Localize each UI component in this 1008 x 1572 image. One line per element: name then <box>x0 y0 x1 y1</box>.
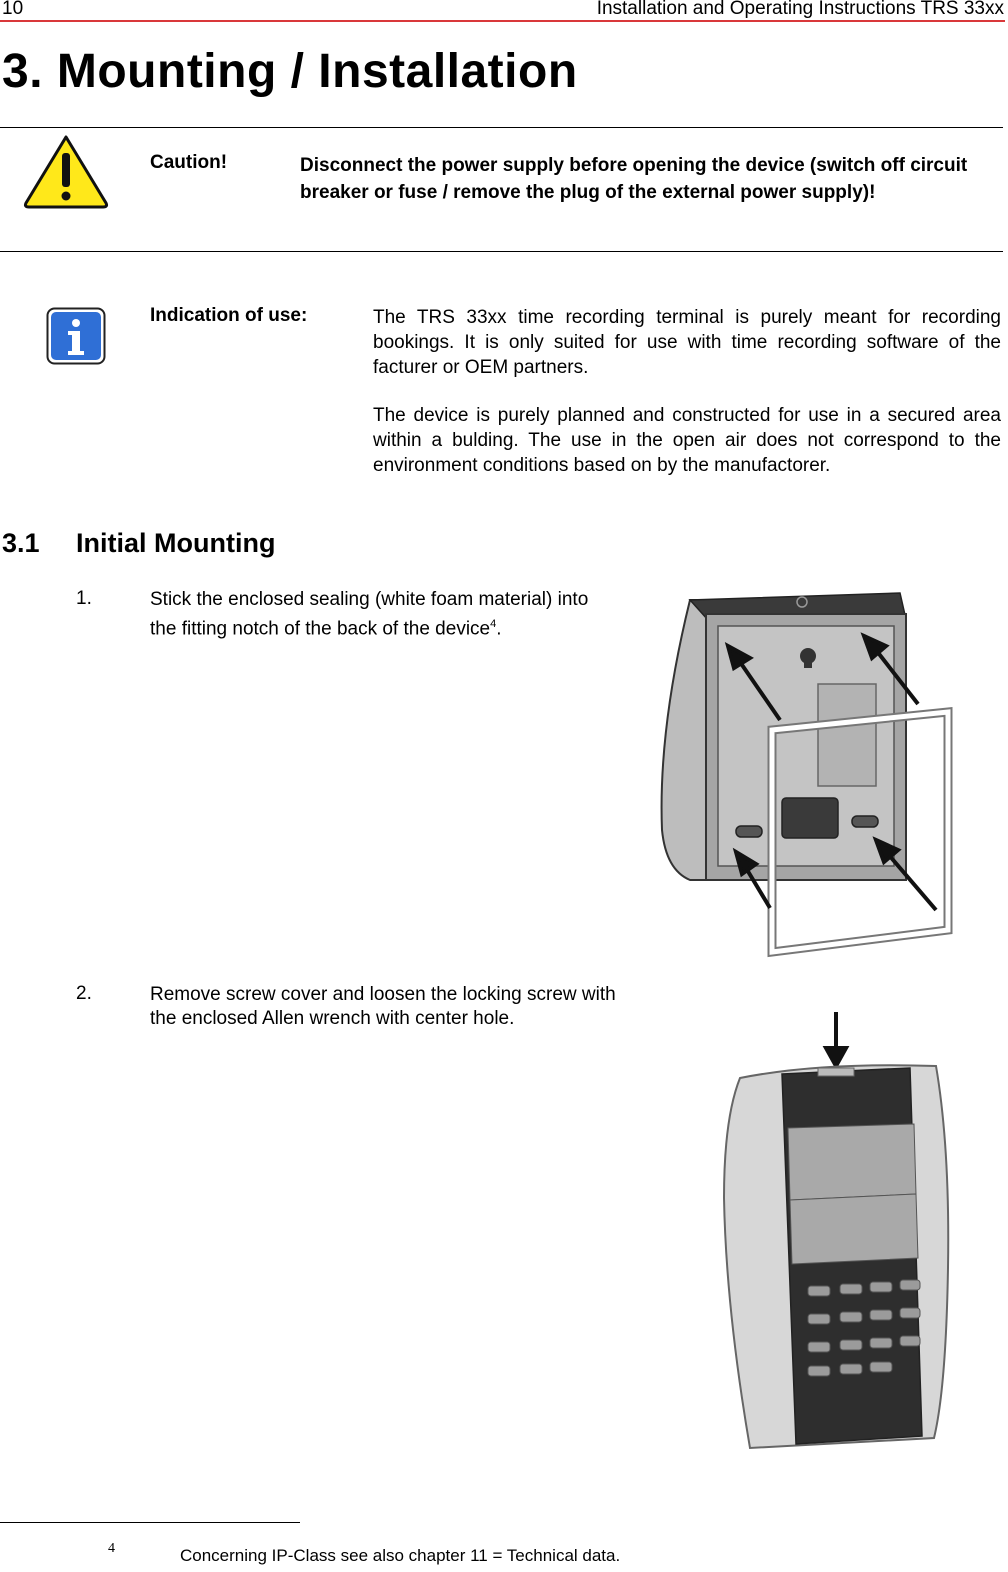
screw-arrow <box>826 1012 846 1066</box>
section-title: Initial Mounting <box>76 528 276 558</box>
step-1-body: Stick the enclosed sealing (white foam material) into the fitting notch of the back of the device <box>150 589 589 640</box>
indication-paragraph-1: The TRS 33xx time recording terminal is purely meant for recording bookings. It is only suited for use with time recording software of the facturer or OEM partners. <box>373 307 1001 378</box>
footnote-rule <box>0 1522 300 1523</box>
caution-text: Disconnect the power supply before opening the device (switch off circuit breaker or fuse / remove the plug of the external power supply)! <box>300 155 968 203</box>
caution-bottom-rule <box>0 251 1003 252</box>
step-1-period: . <box>496 618 502 640</box>
indication-paragraph-2: The device is purely planned and constructed for use in a secured area within a bulding. The use in the open air does not correspond to the environment conditions based on by the manufactorer. <box>373 405 1001 476</box>
device-front-illustration <box>710 1008 970 1458</box>
section-heading <box>2 528 275 559</box>
step-1-number: 1. <box>76 588 92 609</box>
header-rule <box>0 20 1005 22</box>
info-icon <box>46 307 106 365</box>
page-number: 10 <box>2 0 24 19</box>
warning-triangle-icon <box>22 133 110 209</box>
indication-label: Indication of use: <box>150 305 308 326</box>
footnote-mark: 4 <box>108 1541 115 1556</box>
caution-label: Caution! <box>150 152 228 173</box>
chapter-title: 3. Mounting / Installation <box>2 45 578 98</box>
step-1-text <box>150 588 600 641</box>
caution-top-rule <box>0 127 1003 128</box>
footnote-text: Concerning IP-Class see also chapter 11 = Technical data. <box>180 1546 621 1565</box>
footnote-reference[interactable]: 4 <box>490 618 497 630</box>
document-title: Installation and Operating Instructions TRS 33xx <box>596 0 1004 19</box>
section-number: 3.1 <box>2 528 40 558</box>
step-2-text: Remove screw cover and loosen the locking screw with the enclosed Allen wrench with center hole. <box>150 984 616 1029</box>
step-2-number: 2. <box>76 983 92 1004</box>
device-back-sealing-illustration <box>650 590 970 960</box>
